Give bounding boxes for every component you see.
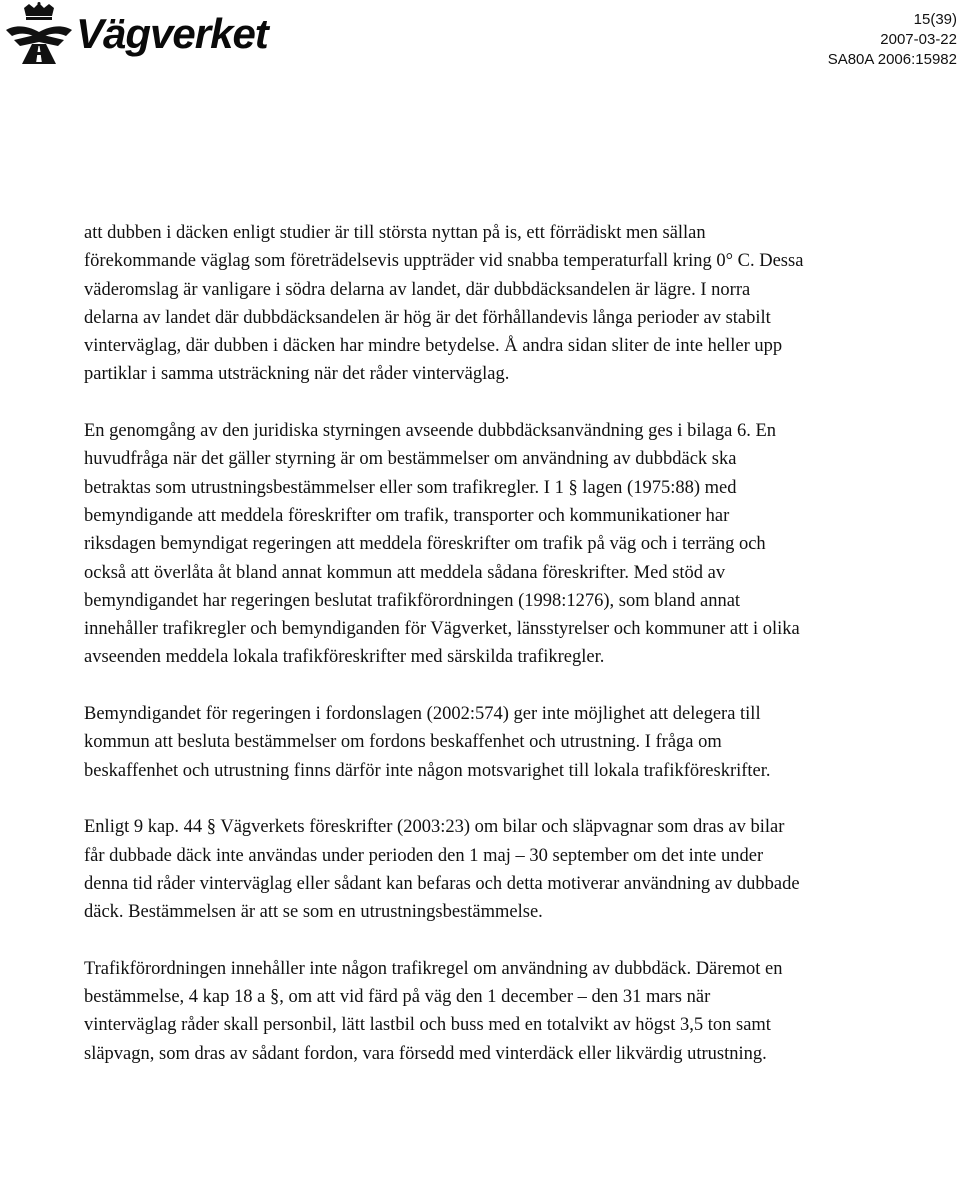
body-paragraph: Bemyndigandet för regeringen i fordonslagen (2002:574) ger inte möjlighet att delegera till kommun att besluta bestämmelser om fordons beskaffenhet och utrustning. I fråga om beskaffenhet och utrustning finns därför inte någon motsvarighet till lokala trafikföreskrifter.: [84, 704, 771, 781]
document-date: 2007-03-22: [880, 31, 957, 48]
document-body: [84, 219, 804, 1096]
body-paragraph: Trafikförordningen innehåller inte någon trafikregel om användning av dubbdäck. Däremot en bestämmelse, 4 kap 18 a §, om att vid färd på väg den 1 december – den 31 mars när vinterväglag råder skall personbil, lätt lastbil och buss med en totalvikt av högst 3,5 ton samt släpvagn, som dras av sådant fordon, vara försedd med vinterdäck eller likvärdig utrustning.: [84, 958, 783, 1064]
body-paragraph: En genomgång av den juridiska styrningen avseende dubbdäcksanvändning ges i bilaga 6. En huvudfråga när det gäller styrning är om bestämmelser om användning av dubbdäck ska betraktas som utrustningsbestämmelser eller som trafikregler. I 1 § lagen (1975:88) med bemyndigande att meddela föreskrifter om trafik, transporter och kommunikationer har riksdagen bemyndigat regeringen att meddela föreskrifter om trafik på väg och i terräng och också att överlåta åt bland annat kommun att meddela sådana föreskrifter. Med stöd av bemyndigandet har regeringen beslutat trafikförordningen (1998:1276), som bland annat innehåller trafikregler och bemyndiganden för Vägverket, länsstyrelser och kommuner att i olika avseenden meddela lokala trafikföreskrifter med särskilda trafikregler.: [84, 421, 800, 668]
body-paragraph: att dubben i däcken enligt studier är till största nyttan på is, ett förrädiskt men sällan förekommande väglag som företrädelsevis uppträder vid snabba temperaturfall kring 0° C. Dessa väderomslag är vanligare i södra delarna av landet, där dubbdäcksandelen är lägre. I norra delarna av landet där dubbdäcksandelen är hög är det förhållandevis långa perioder av stabilt vinterväglag, där dubben i däcken har mindre betydelse. Å andra sidan sliter de inte heller upp partiklar i samma utsträckning när det råder vinterväglag.: [84, 223, 804, 385]
page-header: [0, 0, 960, 90]
vagverket-logo: [2, 2, 302, 68]
document-reference: SA80A 2006:15982: [827, 51, 957, 68]
logo-wordmark: Vägverket: [76, 10, 268, 57]
document-meta: [828, 10, 957, 70]
crown-emblem-icon: [2, 2, 76, 68]
page-number: 15(39): [913, 11, 957, 28]
body-paragraph: Enligt 9 kap. 44 § Vägverkets föreskrifter (2003:23) om bilar och släpvagnar som dras av bilar får dubbade däck inte användas under perioden den 1 maj – 30 september om det inte under denna tid råder vinterväglag eller sådant kan befaras och detta motiverar användning av dubbade däck. Bestämmelsen är att se som en utrustningsbestämmelse.: [84, 817, 800, 923]
